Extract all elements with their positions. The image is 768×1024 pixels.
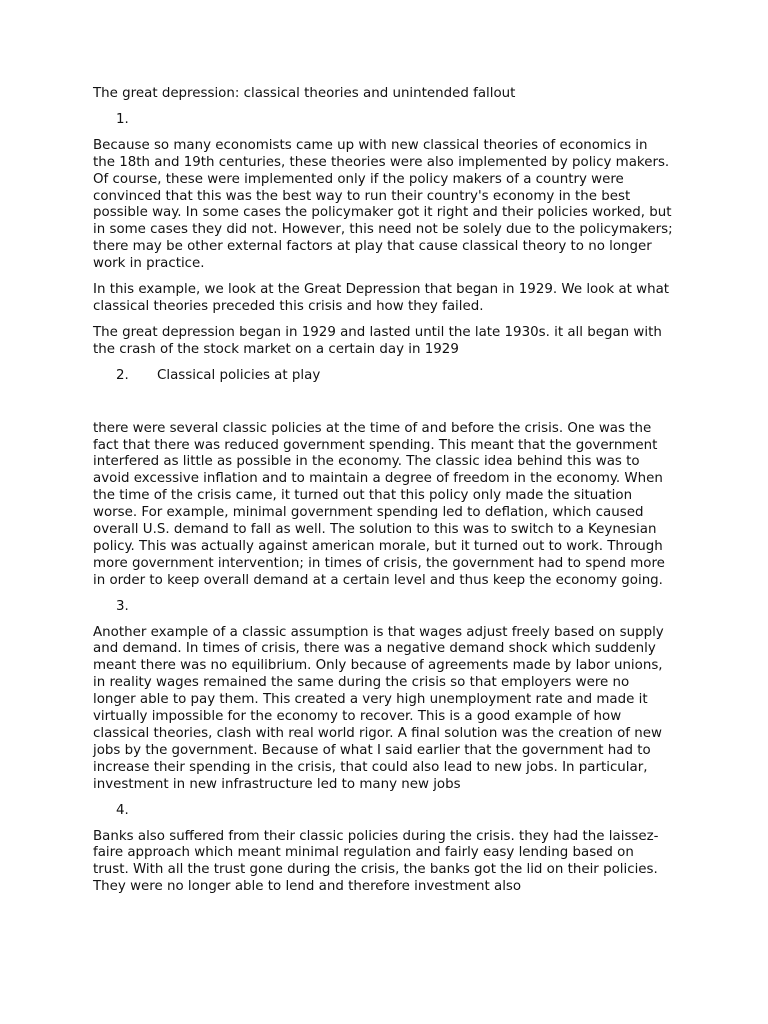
section-2-heading-line [93,368,673,385]
section-4-paragraph-1: Banks also suffered from their classic policies during the crisis. they had the laissez-faire approach which meant minimal regulation and fairly easy lending based on trust. With all the trust gone during the crisis, the banks got the lid on their policies. They were no longer able to lend and therefore investment also [93,828,659,895]
document-page [93,86,673,905]
section-1-number: 1. [116,111,129,127]
section-3-number-line [93,599,673,616]
section-1-paragraph-2: In this example, we look at the Great Depression that began in 1929. We look at what classical theories preceded this crisis and how they failed. [93,282,670,314]
document-title: The great depression: classical theories and unintended fallout [93,86,516,101]
section-1-number-line [93,112,673,129]
section-3-number: 3. [116,598,129,614]
section-1-paragraph-1: Because so many economists came up with new classical theories of economics in the 18th and 19th centuries, these theories were also implemented by policy makers. Of course, these were implemented only if the policy makers of a country were convinced that this was the best way to run their country's economy in the best possible way. In some cases the policymaker got it right and their policies worked, but in some cases they did not. However, this need not be solely due to the policymakers; there may be other external factors at play that cause classical theory to no longer work in practice. [93,137,673,272]
section-4-number-line [93,803,673,820]
section-2-paragraph-1: there were several classic policies at the time of and before the crisis. One was the fact that there was reduced government spending. This meant that the government interfered as little as possible in the economy. The classic idea behind this was to avoid excessive inflation and to maintain a degree of freedom in the economy. When the time of the crisis came, it turned out that this policy only made the situation worse. For example, minimal government spending led to deflation, which caused overall U.S. demand to fall as well. The solution to this was to switch to a Keynesian policy. This was actually against american morale, but it turned out to work. Through more government intervention; in times of crisis, the government had to spend more in order to keep overall demand at a certain level and thus keep the economy going. [93,420,665,588]
section-3-paragraph-1: Another example of a classic assumption is that wages adjust freely based on supply and demand. In times of crisis, there was a negative demand shock which suddenly meant there was no equilibrium. Only because of agreements made by labor unions, in reality wages remained the same during the crisis so that employers were no longer able to pay them. This created a very high unemployment rate and made it virtually impossible for the economy to recover. This is a good example of how classical theories, clash with real world rigor. A final solution was the creation of new jobs by the government. Because of what I said earlier that the government had to increase their spending in the crisis, that could also lead to new jobs. In particular, investment in new infrastructure led to many new jobs [93,624,664,792]
section-1-paragraph-3: The great depression began in 1929 and lasted until the late 1930s. it all began with the crash of the stock market on a certain day in 1929 [93,324,662,357]
section-4-number: 4. [116,802,129,818]
section-2-heading: Classical policies at play [157,367,321,383]
spacer [93,394,673,421]
section-2-number: 2. [116,367,129,383]
